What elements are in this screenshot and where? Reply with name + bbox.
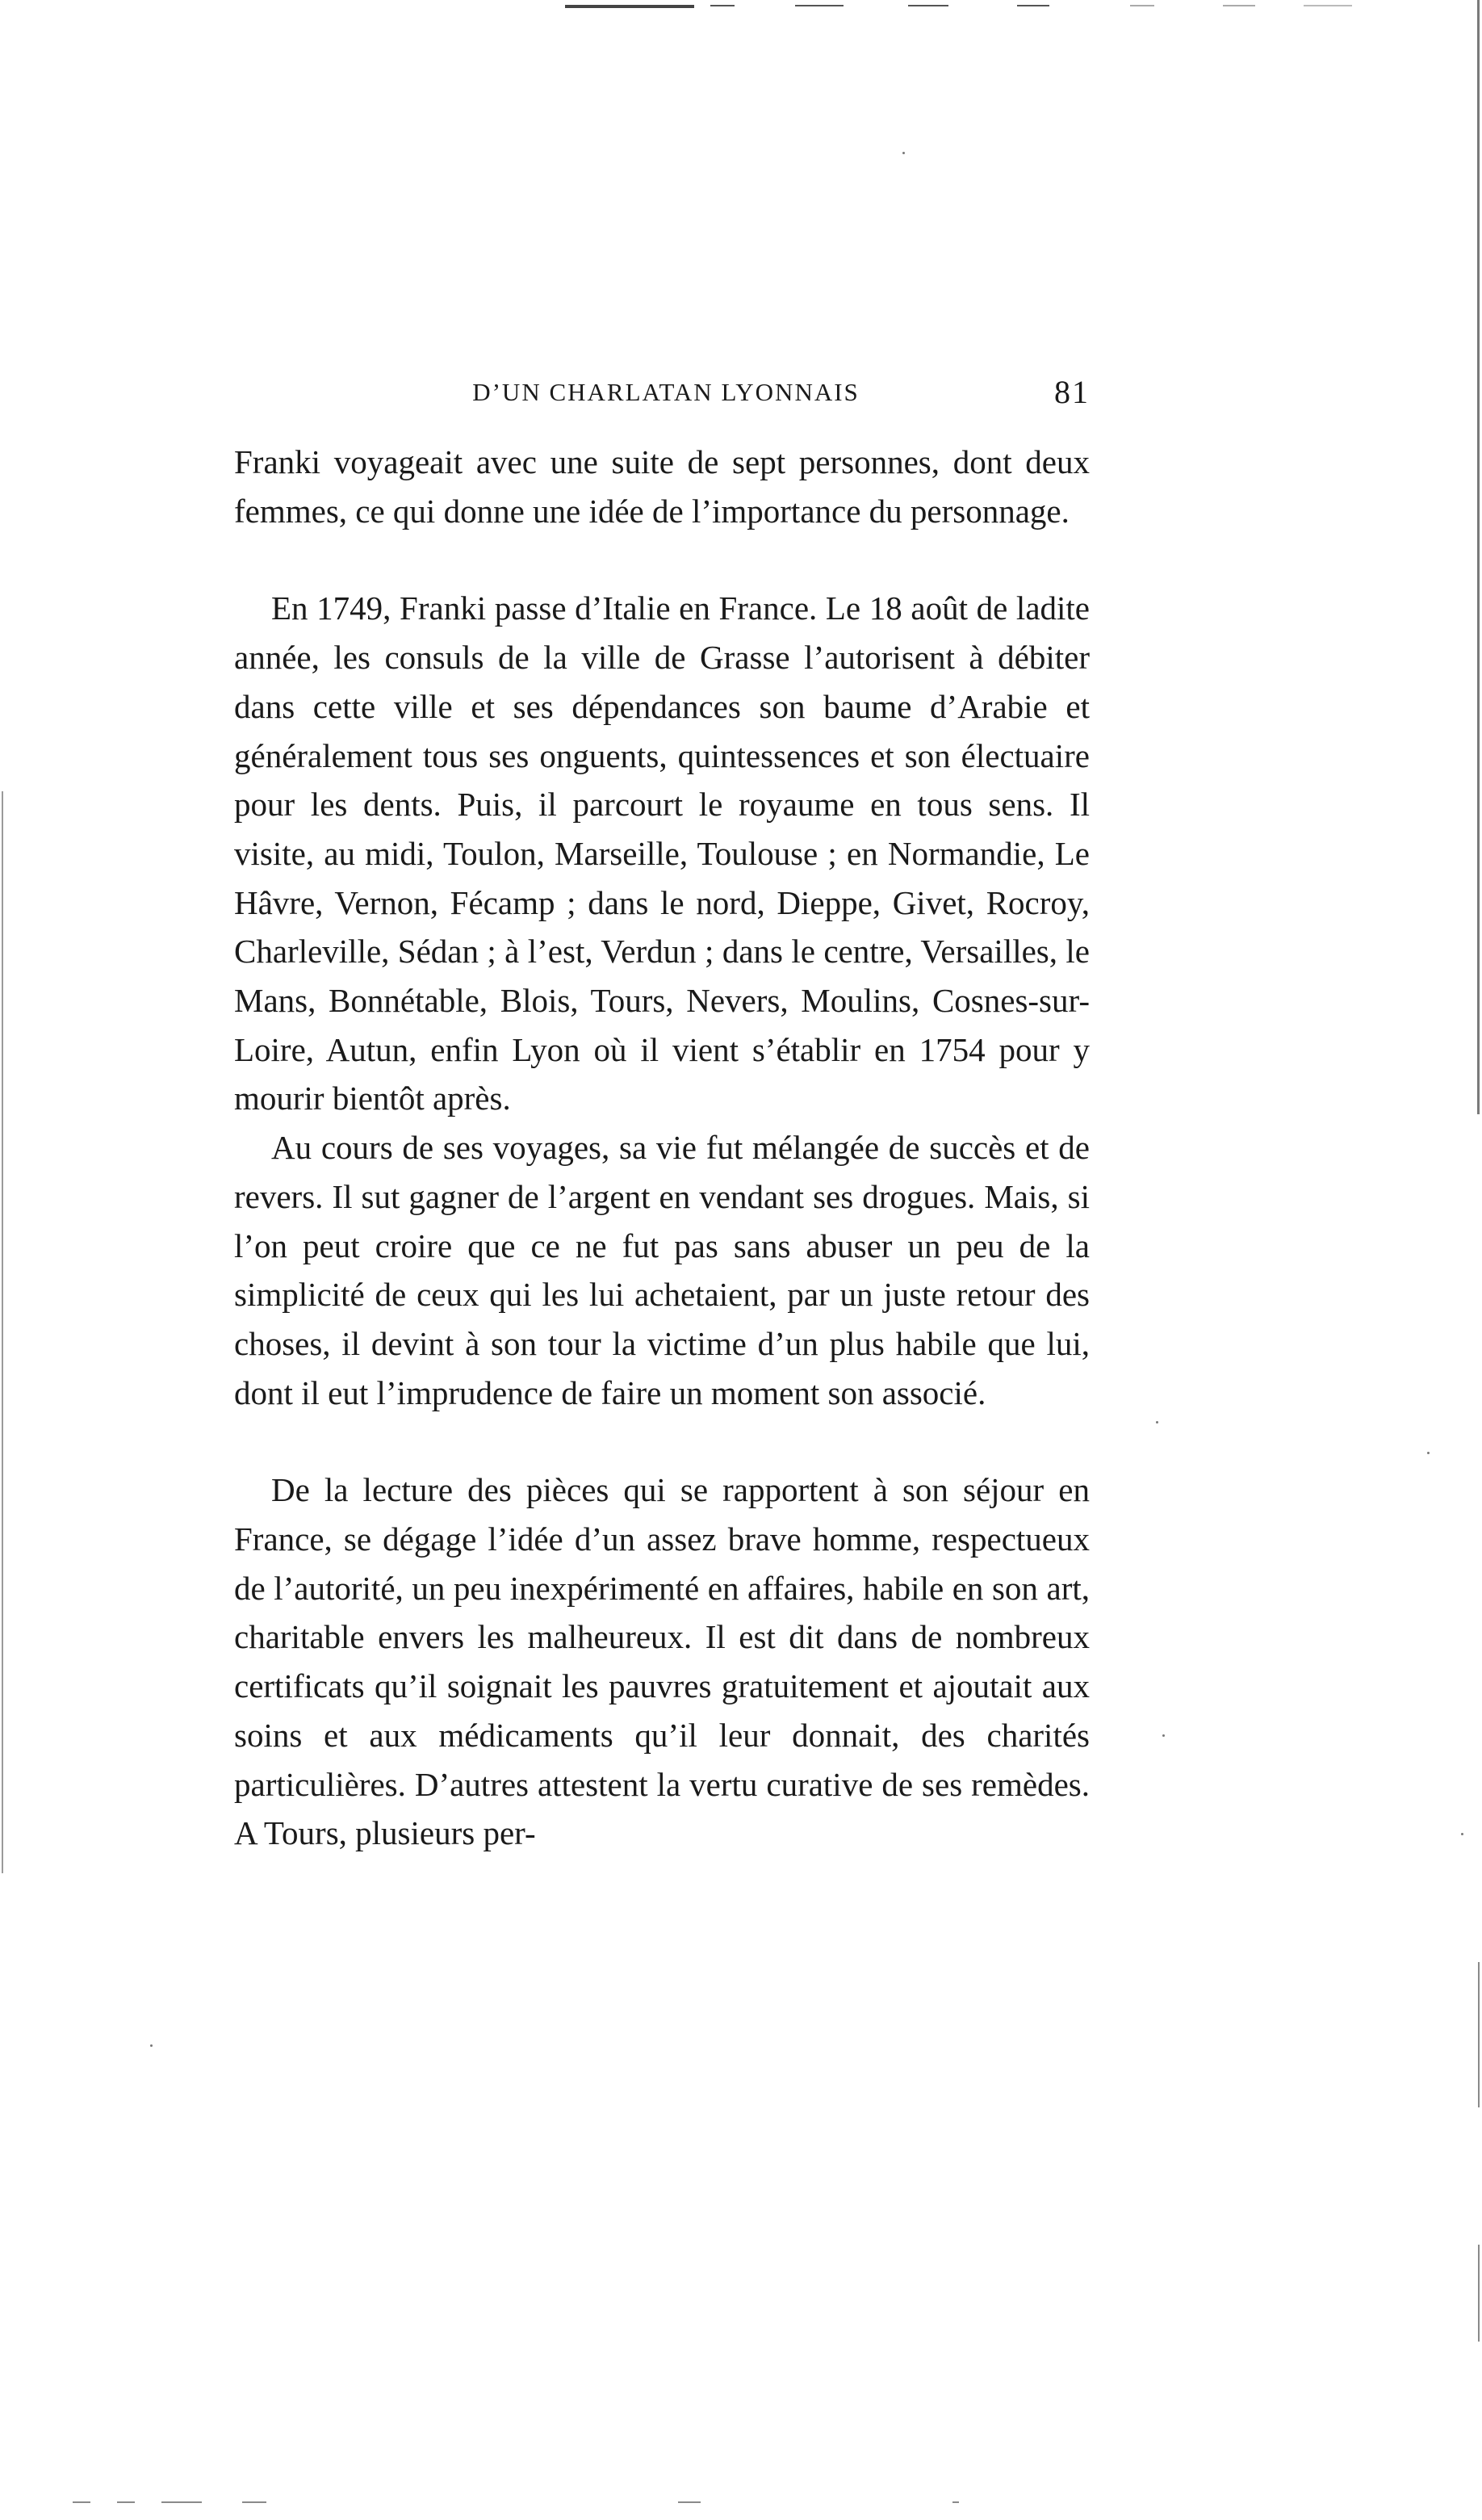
scan-mark xyxy=(908,5,948,6)
scan-mark xyxy=(117,2501,135,2503)
paragraph: En 1749, Franki passe d’Italie en France. Le 18 août de ladite année, les consuls de la ville de Grasse l’autorisent à débiter dans cette ville et ses dépendances son baume d’Arabie et généralement tous ses onguents, quintessences et son électuaire pour les dents. Puis, il parcourt le royaume en tous sens. Il visite, au midi, Toulon, Marseille, Toulouse ; en Normandie, Le Hâvre, Vernon, Fécamp ; dans le nord, Dieppe, Givet, Rocroy, Charleville, Sédan ; à l’est, Verdun ; dans le centre, Versailles, le Mans, Bonnétable, Blois, Tours, Nevers, Moulins, Cosnes-sur-Loire, Autun, enfin Lyon où il vient s’établir en 1754 pour y mourir bientôt après. xyxy=(234,589,1090,1117)
scan-mark xyxy=(1017,5,1049,6)
scan-mark xyxy=(710,5,735,6)
right-edge-line xyxy=(1478,2245,1480,2342)
paragraph: De la lecture des pièces qui se rapportent à son séjour en France, se dégage l’idée d’un assez brave homme, respectueux de l’autorité, un peu inexpérimenté en affaires, habile en son art, charitable envers les malheureux. Il est dit dans de nombreux certificats qu’il soignait les pauvres gratuitement et ajoutait aux soins et aux médicaments qu’il leur donnait, des charités particulières. D’autres attestent la vertu curative de ses remèdes. A Tours, plusieurs per- xyxy=(234,1471,1090,1852)
scan-mark xyxy=(952,2501,959,2503)
scan-mark xyxy=(1304,5,1352,6)
dust-speck xyxy=(1156,1421,1158,1424)
scan-mark xyxy=(565,5,694,8)
paragraph: Franki voyageait avec une suite de sept personnes, dont deux femmes, ce qui donne une idée de l’importance du personnage. xyxy=(234,443,1090,530)
scan-mark xyxy=(1130,5,1154,6)
dust-speck xyxy=(150,2044,153,2047)
running-title: D’UN CHARLATAN LYONNAIS xyxy=(472,378,860,406)
paragraph: Au cours de ses voyages, sa vie fut mélangée de succès et de revers. Il sut gagner de l’argent en vendant ses drogues. Mais, si l’on peut croire que ce ne fut pas sans abuser un peu de la simplicité de ceux qui les lui achetaient, par un juste retour des choses, il devint à son tour la victime d’un plus habile que lui, dont il eut l’imprudence de faire un moment son associé. xyxy=(234,1129,1090,1411)
dust-speck xyxy=(1427,1452,1430,1454)
scan-mark xyxy=(1223,5,1255,6)
dust-speck xyxy=(1461,1833,1463,1835)
body-text xyxy=(234,438,1090,1858)
scan-mark xyxy=(161,2501,202,2503)
scan-mark xyxy=(242,2501,266,2503)
running-head xyxy=(234,373,1098,418)
scan-mark xyxy=(678,2501,701,2503)
right-edge-line xyxy=(1478,1962,1480,2107)
scan-mark xyxy=(73,2501,90,2503)
dust-speck xyxy=(1162,1734,1165,1737)
page-number: 81 xyxy=(1054,374,1090,410)
scan-mark xyxy=(795,5,844,6)
left-edge-line xyxy=(2,791,3,1873)
dust-speck xyxy=(902,152,905,154)
right-edge-line xyxy=(1477,0,1480,1114)
